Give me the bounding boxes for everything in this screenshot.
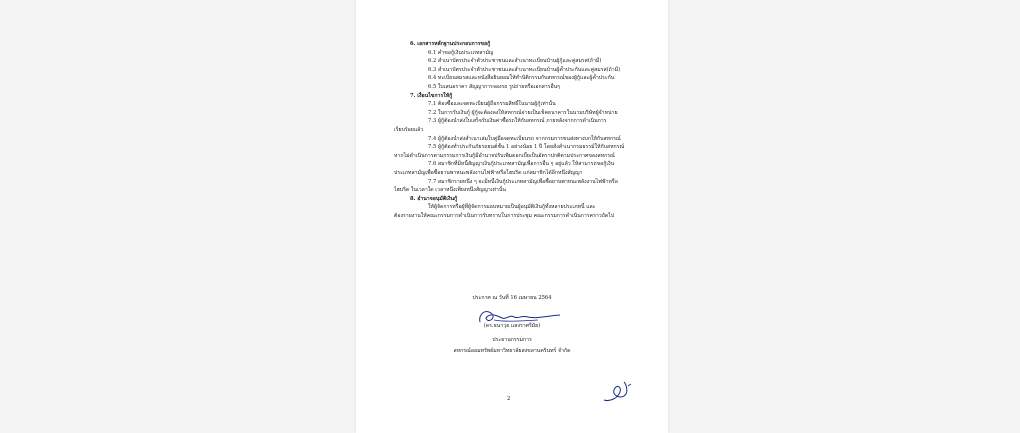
text-line: 6.2 สำเนาบัตรประจำตัวประชาชนและสำเนาทะเบียนบ้านผู้กู้และคู่สมรส(ถ้ามี) — [428, 58, 602, 65]
section-heading: 6. เอกสารหลักฐานประกอบการขอกู้ — [410, 41, 491, 47]
text-line: ประเภทสามัญเพื่อซื้อยานพาหนะพลังงานไฟฟ้าหรือไฮบริด แก่สมาชิกได้อีกหนึ่งสัญญา — [394, 169, 583, 176]
section-heading: 8. อำนาจอนุมัติเงินกู้ — [410, 195, 458, 202]
text-line: 6.4 ทะเบียนสมรสและหนังสือยินยอมให้ทำนิติกรรมกับสหกรณ์ของผู้กู้และผู้ค้ำประกัน — [428, 75, 615, 82]
text-line: ให้ผู้จัดการหรือผู้ที่ผู้จัดการมอบหมายเป็นผู้อนุมัติเงินกู้ทั้งหลายประเภทนี้ และ — [428, 204, 596, 211]
page-number: 2 — [507, 396, 511, 402]
text-line: 6.3 สำเนาบัตรประจำตัวประชาชนและสำเนาทะเบียนบ้านผู้ค้ำประกันและคู่สมรส(ถ้ามี) — [428, 66, 621, 73]
signer-organization: สหกรณ์ออมทรัพย์มหาวิทยาลัยสงขลานครินทร์ จำกัด — [453, 348, 571, 354]
text-line: 6.1 คำขอกู้เงินประเภทสามัญ — [428, 49, 494, 56]
text-line: 7.3 ผู้กู้ต้องนำส่งใบเสร็จรับเงินค่าซื้อรถให้กับสหกรณ์ ภายหลังจากการดำเนินการ — [428, 118, 607, 125]
text-line: 7.4 ผู้กู้ต้องนำส่งสำเนาเล่มใบคู่มือจดทะเบียนรถ จากกรมการขนส่งทางบกให้กับสหกรณ์ — [428, 135, 621, 142]
text-line: ไฮบริด ในเวลาใด เวลาหนึ่งเพียงหนึ่งสัญญาเท่านั้น — [394, 187, 506, 194]
text-line: 6.5 ใบเสนอราคา สัญญาการจองรถ รูปถ่ายหรือเอกสารอื่นๆ — [428, 83, 560, 90]
text-line: 7.7 สมาชิกรายหนึ่ง ๆ จะมีหนี้เงินกู้ประเภทสามัญเพื่อซื้อยานพาหนะพลังงานไฟฟ้าหรือ — [428, 178, 618, 185]
text-line: 7.2 ในการรับเงินกู้ ผู้กู้จะต้องลงให้สหกรณ์จ่ายเป็นเช็คธนาคารในนามบริษัทผู้จำหน่าย — [428, 109, 618, 116]
date-line: ประกาศ ณ วันที่ 16 เมษายน 2564 — [472, 295, 552, 301]
signer-name: (ดร.ธนาวุธ แสงราศรีมัย) — [483, 323, 541, 329]
text-line: หากไม่ดำเนินการตามกรรมการเงินกู้มีอำนาจปรับเพิ่มดอกเบี้ยเป็นอัตราปกติตามประกาศของสหกรณ์ — [394, 152, 615, 159]
text-line: 7.1 ต้องซื้อและจดทะเบียนผู้ถือกรรมสิทธิ์ในนามผู้กู้เท่านั้น — [428, 101, 556, 108]
text-line: 7.5 ผู้กู้ต้องทำประกันภัยรถยนต์ชั้น 1 อย่างน้อย 1 ปี โดยสั่งสำเนากรมธรรม์ให้กับสหกรณ์ — [428, 144, 625, 151]
initials-icon — [600, 378, 636, 406]
text-line: 7.6 สมาชิกที่มีหนี้สัญญาเงินกู้ประเภทสามัญเพื่อการอื่น ๆ อยู่แล้ว ให้สามารถขอกู้เงิน — [428, 161, 615, 168]
section-heading: 7. เงื่อนไขการให้กู้ — [410, 92, 453, 99]
document-page — [356, 0, 668, 433]
document-body — [394, 40, 630, 220]
signer-position: ประธานกรรมการ — [492, 337, 532, 343]
text-line: ต้องรายงานให้คณะกรรมการดำเนินการรับทราบในการประชุม คณะกรรมการดำเนินการคราวถัดไป — [394, 212, 615, 219]
text-line: เรียบร้อยแล้ว — [394, 126, 424, 133]
